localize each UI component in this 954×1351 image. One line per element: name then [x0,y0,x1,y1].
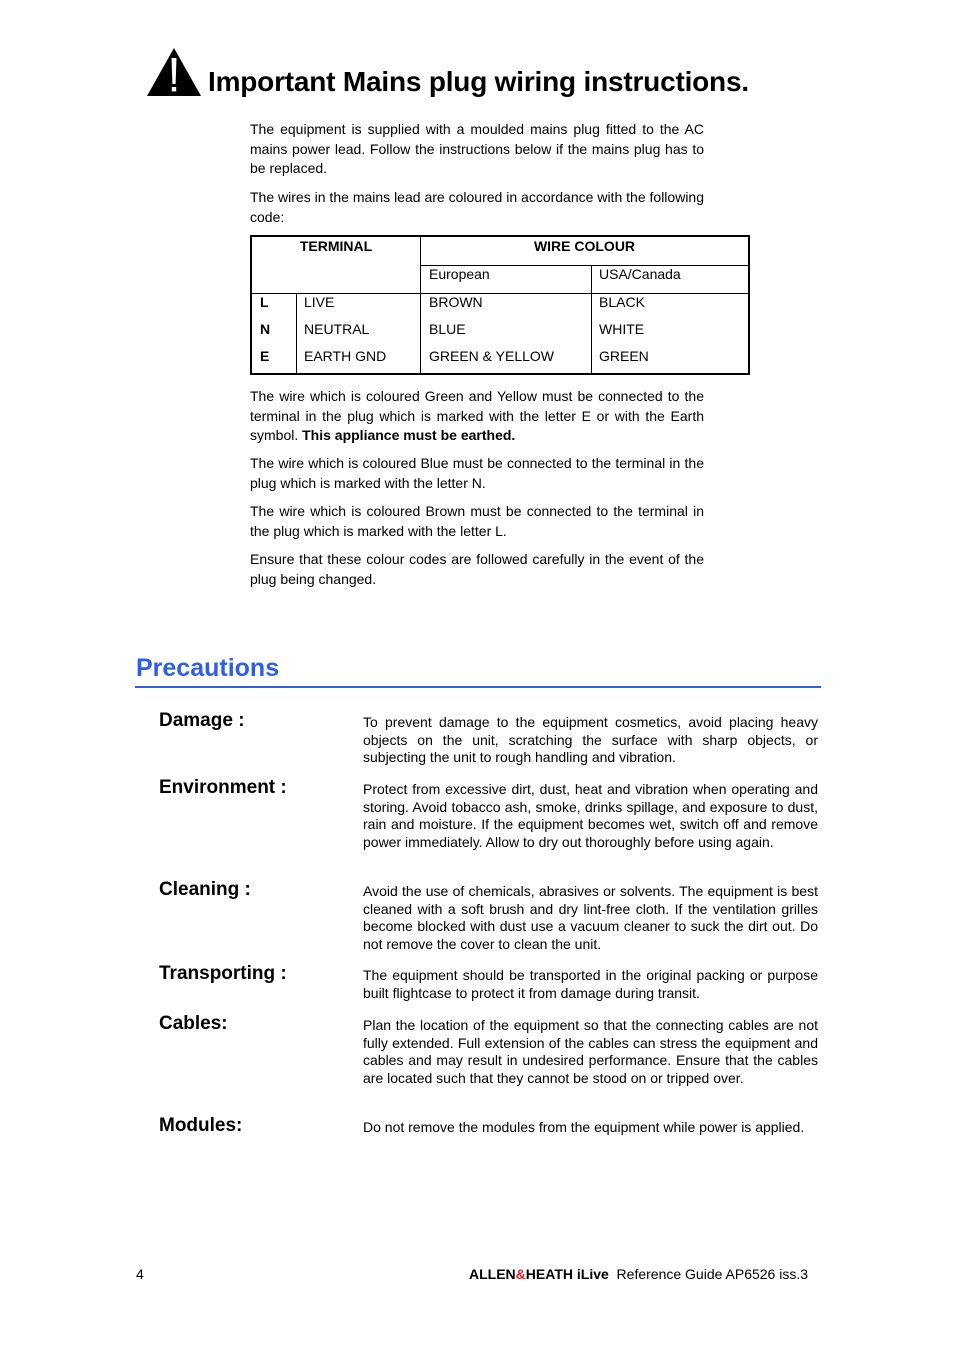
earth-wire-text: The wire which is coloured Green and Yellow must be connected to the terminal in the plug which is marked with the letter E or with the Earth symbol. [250,388,704,443]
brand-name-allen: ALLEN [469,1266,516,1282]
table-row-code: E [260,348,270,364]
brand-ampersand: & [515,1266,526,1282]
subheader-european: European [429,266,490,282]
product-name: iLive [572,1266,609,1282]
colour-code-paragraph: Ensure that these colour codes are followed carefully in the event of the plug being changed. [250,551,704,587]
page-title: Important Mains plug wiring instructions. [208,66,749,97]
precaution-label-environment: Environment : [159,777,287,798]
subheader-usa-canada: USA/Canada [599,266,681,282]
warning-icon [146,46,202,98]
intro-paragraph-2: The wires in the mains lead are coloured in accordance with the following code: [250,189,704,225]
precaution-text-damage: To prevent damage to the equipment cosmetics, avoid placing heavy objects on the unit, scratching the surface with sharp objects, or subjecting the unit to rough handling and vibration. [363,714,818,766]
header-terminal: TERMINAL [299,238,373,254]
table-row-name: EARTH GND [304,348,387,364]
precaution-text-cables: Plan the location of the equipment so that the connecting cables are not fully extended. Full extension of the cables can stress the equipment and cables and may result in undesired performance. Ensure that the cables are located such that they cannot be stood on or tripped over. [363,1017,818,1087]
table-row-european: BROWN [429,294,483,310]
table-row-european: GREEN & YELLOW [429,348,555,364]
table-row-usa: GREEN [599,348,649,364]
neutral-wire-paragraph: The wire which is coloured Blue must be connected to the terminal in the plug which is marked with the letter N. [250,455,704,491]
table-row-name: NEUTRAL [304,321,370,337]
precaution-text-cleaning: Avoid the use of chemicals, abrasives or solvents. The equipment is best cleaned with a soft brush and dry lint-free cloth. If the ventilation grilles become blocked with dust use a vacuum cleaner to suck the dirt out. Do not remove the cover to clean the unit. [363,883,818,953]
document-reference: Reference Guide AP6526 iss.3 [608,1266,809,1282]
table-row-usa: WHITE [599,321,645,337]
live-wire-paragraph: The wire which is coloured Brown must be connected to the terminal in the plug which is marked with the letter L. [250,503,704,539]
table-row-usa: BLACK [599,294,645,310]
table-row-european: BLUE [429,321,466,337]
precaution-label-cleaning: Cleaning : [159,879,251,900]
precaution-label-damage: Damage : [159,710,245,731]
earthed-warning: This appliance must be earthed. [302,427,516,443]
wire-colour-table [250,235,750,375]
intro-paragraph-1: The equipment is supplied with a moulded mains plug fitted to the AC mains power lead. Follow the instructions below if the mains plug has to be replaced. [250,121,704,176]
precaution-text-environment: Protect from excessive dirt, dust, heat and vibration when operating and storing. Avoid tobacco ash, smoke, drinks spillage, and exposure to dust, rain and moisture. If the equipment becomes wet, switch off and remove power immediately. Allow to dry out thoroughly before using again. [363,781,818,851]
precaution-label-transporting: Transporting : [159,963,287,984]
precaution-text-transporting: The equipment should be transported in the original packing or purpose built flightcase to protect it from damage during transit. [363,967,818,1001]
earth-wire-paragraph [250,387,704,446]
precaution-text-modules: Do not remove the modules from the equipment while power is applied. [363,1119,805,1135]
table-row-code: L [260,294,269,310]
footer-reference [469,1266,808,1282]
brand-name-heath: HEATH [525,1266,573,1282]
precaution-label-cables: Cables: [159,1013,228,1034]
precautions-heading: Precautions [136,654,280,682]
precaution-label-modules: Modules: [159,1115,243,1136]
table-row-code: N [260,321,271,337]
page-number: 4 [136,1266,144,1282]
heading-divider [135,686,821,688]
table-row-name: LIVE [304,294,335,310]
header-wire-colour: WIRE COLOUR [533,238,636,254]
